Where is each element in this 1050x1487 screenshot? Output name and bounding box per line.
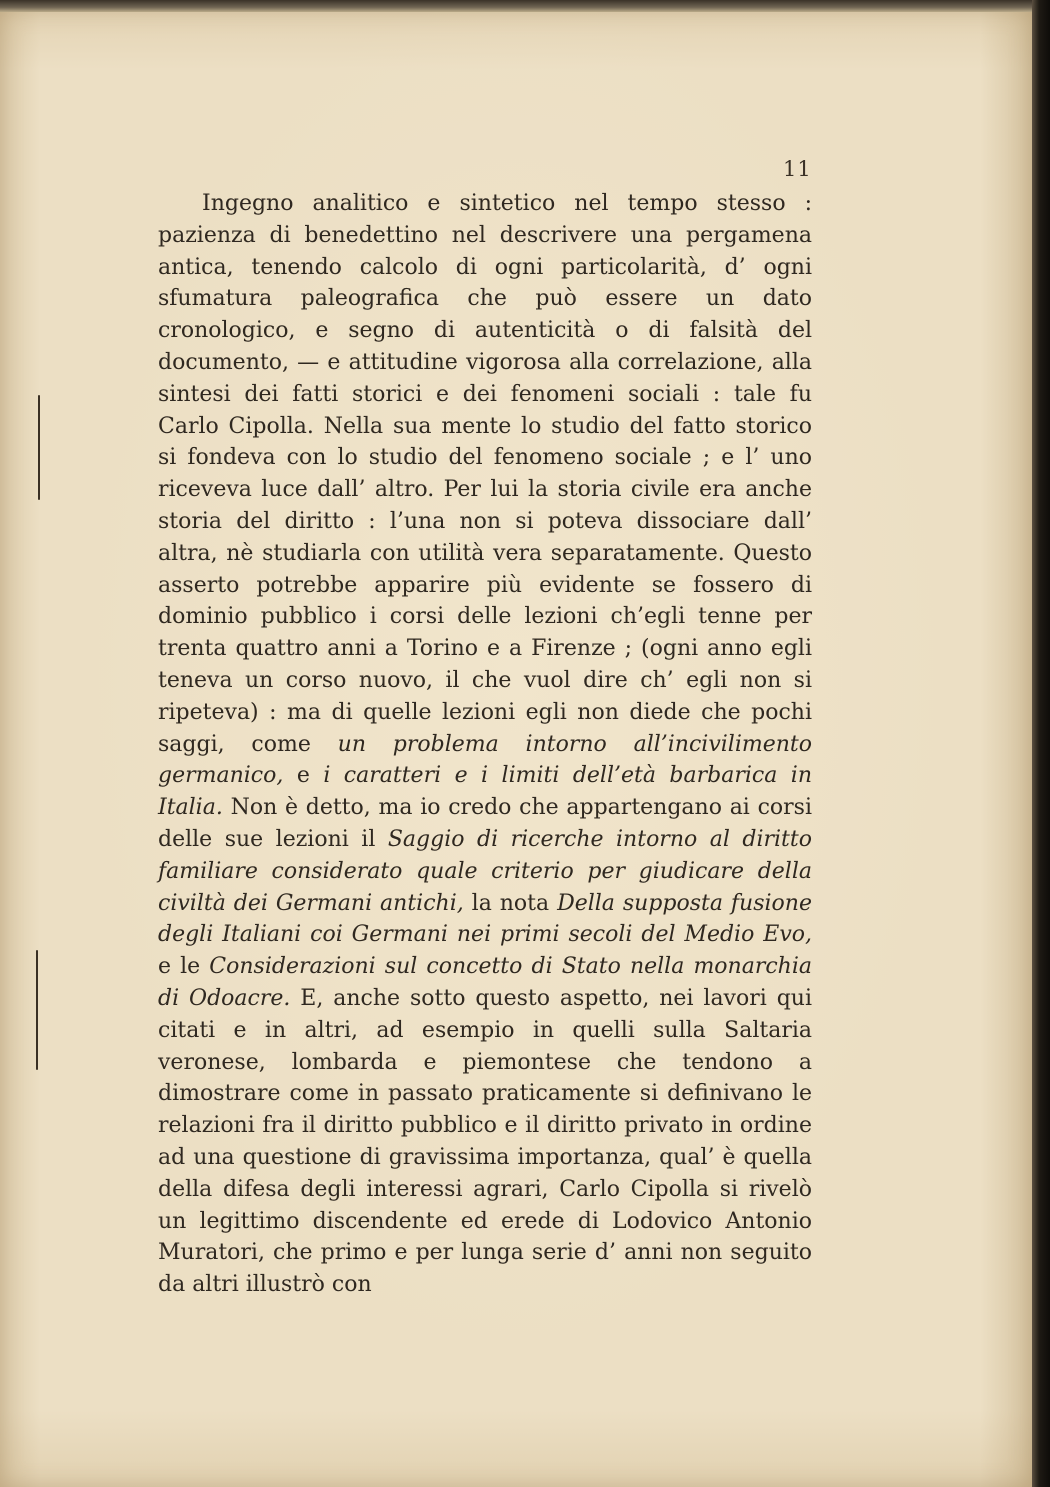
italic-title-fusione: Della supposta fusione degli Italiani coi Germani nei primi secoli del Medio Evo, [158,890,812,948]
scan-top-edge [0,0,1050,12]
italic-title-saggio: Saggio di ricerche intorno al diritto familiare considerato quale criterio per giudicare della civiltà dei Germani antichi, [158,826,812,916]
text-segment: la nota [463,890,558,916]
book-page [0,10,1032,1487]
italic-title-caratteri: i caratteri e i limiti dell’età barbarica in Italia. [158,763,812,821]
binding-mark [38,395,40,500]
binding-mark [36,950,38,1070]
paragraph [158,188,812,1301]
text-segment: Non è detto, ma io credo che appartengano ai corsi delle sue lezioni il [158,795,812,852]
text-segment: E, anche sotto questo aspetto, nei lavori qui citati e in altri, ad esempio in quelli sulla Saltaria veronese, lombarda e piemontese che tendono a dimostrare come in passato praticamente si definivano le relazioni fra il diritto pubblico e il diritto privato in ordine ad una questione di gravissima importanza, qual’ è quella della difesa degli interessi agrari, Carlo Cipolla si rivelò un legittimo discendente ed erede di Lodovico Antonio Muratori, che primo e per lunga serie d’ anni non seguito da altri illustrò con [158,985,812,1298]
italic-title-considerazioni: Considerazioni sul concetto di Stato nella monarchia di Odoacre. [158,954,812,1011]
body-text [158,188,812,1301]
italic-title-problema: un problema intorno all’incivilimento germanico, [158,731,812,789]
page-number: 11 [783,157,812,181]
text-segment: e [283,763,324,789]
text-segment: Ingegno analitico e sintetico nel tempo stesso : pazienza di benedettino nel descrivere una pergamena antica, tenendo calcolo di ogni particolarità, d’ ogni sfumatura paleografica che può essere un dato cronologico, e segno di autenticità o di falsità del documento, — e attitudine vigorosa alla correlazione, alla sintesi dei fatti storici e dei fenomeni sociali : tale fu Carlo Cipolla. Nella sua mente lo studio del fatto storico si fondeva con lo studio del fenomeno sociale ; e l’ uno riceveva luce dall’ altro. Per lui la storia civile era anche storia del diritto : l’una non si poteva dissociare dall’ altra, nè studiarla con utilità vera separatamente. Questo asserto potrebbe apparire più evidente se fossero di dominio pubblico i corsi delle lezioni ch’egli tenne per trenta quattro anni a Torino e a Firenze ; (ogni anno egli teneva un corso nuovo, il che vuol dire ch’ egli non si ripeteva) : ma di quelle lezioni egli non diede che pochi saggi, come [158,191,812,757]
text-segment: e le [158,954,210,980]
scan-right-edge [1032,0,1050,1487]
